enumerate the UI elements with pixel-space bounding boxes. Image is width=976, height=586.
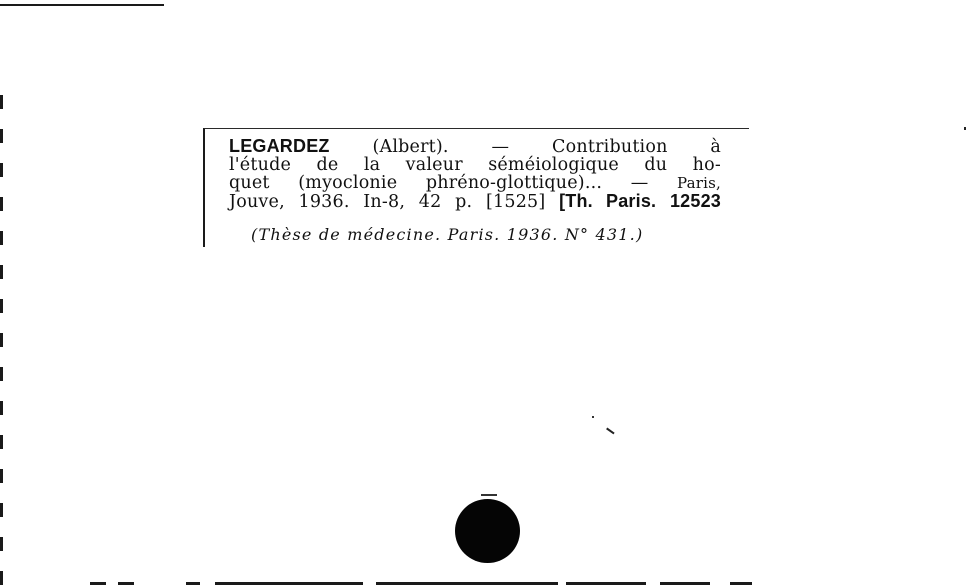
top-edge-rule xyxy=(0,4,164,6)
catalog-card xyxy=(203,128,749,247)
catalog-number: 12523 xyxy=(669,191,722,211)
bottom-edge-rule xyxy=(730,582,752,585)
place-of-publication: Paris, xyxy=(677,174,721,192)
bottom-edge-rule xyxy=(566,582,646,585)
publisher-details: Jouve, 1936. In-8, 42 p. [1525] xyxy=(229,192,546,212)
scan-mark xyxy=(606,428,614,434)
title-dash: — xyxy=(630,173,649,193)
bottom-edge-rule xyxy=(376,582,558,585)
author-surname: LEGARDEZ xyxy=(229,136,330,156)
bottom-edge-rule xyxy=(90,582,106,585)
entry-line-3 xyxy=(229,174,721,192)
thesis-note: (Thèse de médecine. Paris. 1936. N° 431.) xyxy=(251,225,644,244)
punch-hole-mark xyxy=(481,494,497,496)
bottom-edge-rule xyxy=(118,582,134,585)
card-entry xyxy=(229,137,721,211)
bottom-edge-rule xyxy=(660,582,710,585)
title-start: — Contribution à xyxy=(491,137,722,157)
series-label: [Th. Paris. xyxy=(559,191,657,211)
author-given-name: (Albert). xyxy=(372,137,449,157)
punch-hole xyxy=(455,499,520,563)
bottom-edge-rule xyxy=(186,582,200,585)
left-scan-edge xyxy=(0,95,3,586)
title-end: quet (myoclonie phréno-glottique)... xyxy=(229,173,603,193)
bottom-edge-rule xyxy=(215,582,363,585)
scan-speck xyxy=(592,416,594,418)
scan-speck xyxy=(964,127,966,130)
entry-line-4 xyxy=(229,192,721,211)
entry-line-1 xyxy=(229,137,721,156)
entry-line-2: l'étude de la valeur séméiologique du ho- xyxy=(229,155,721,175)
